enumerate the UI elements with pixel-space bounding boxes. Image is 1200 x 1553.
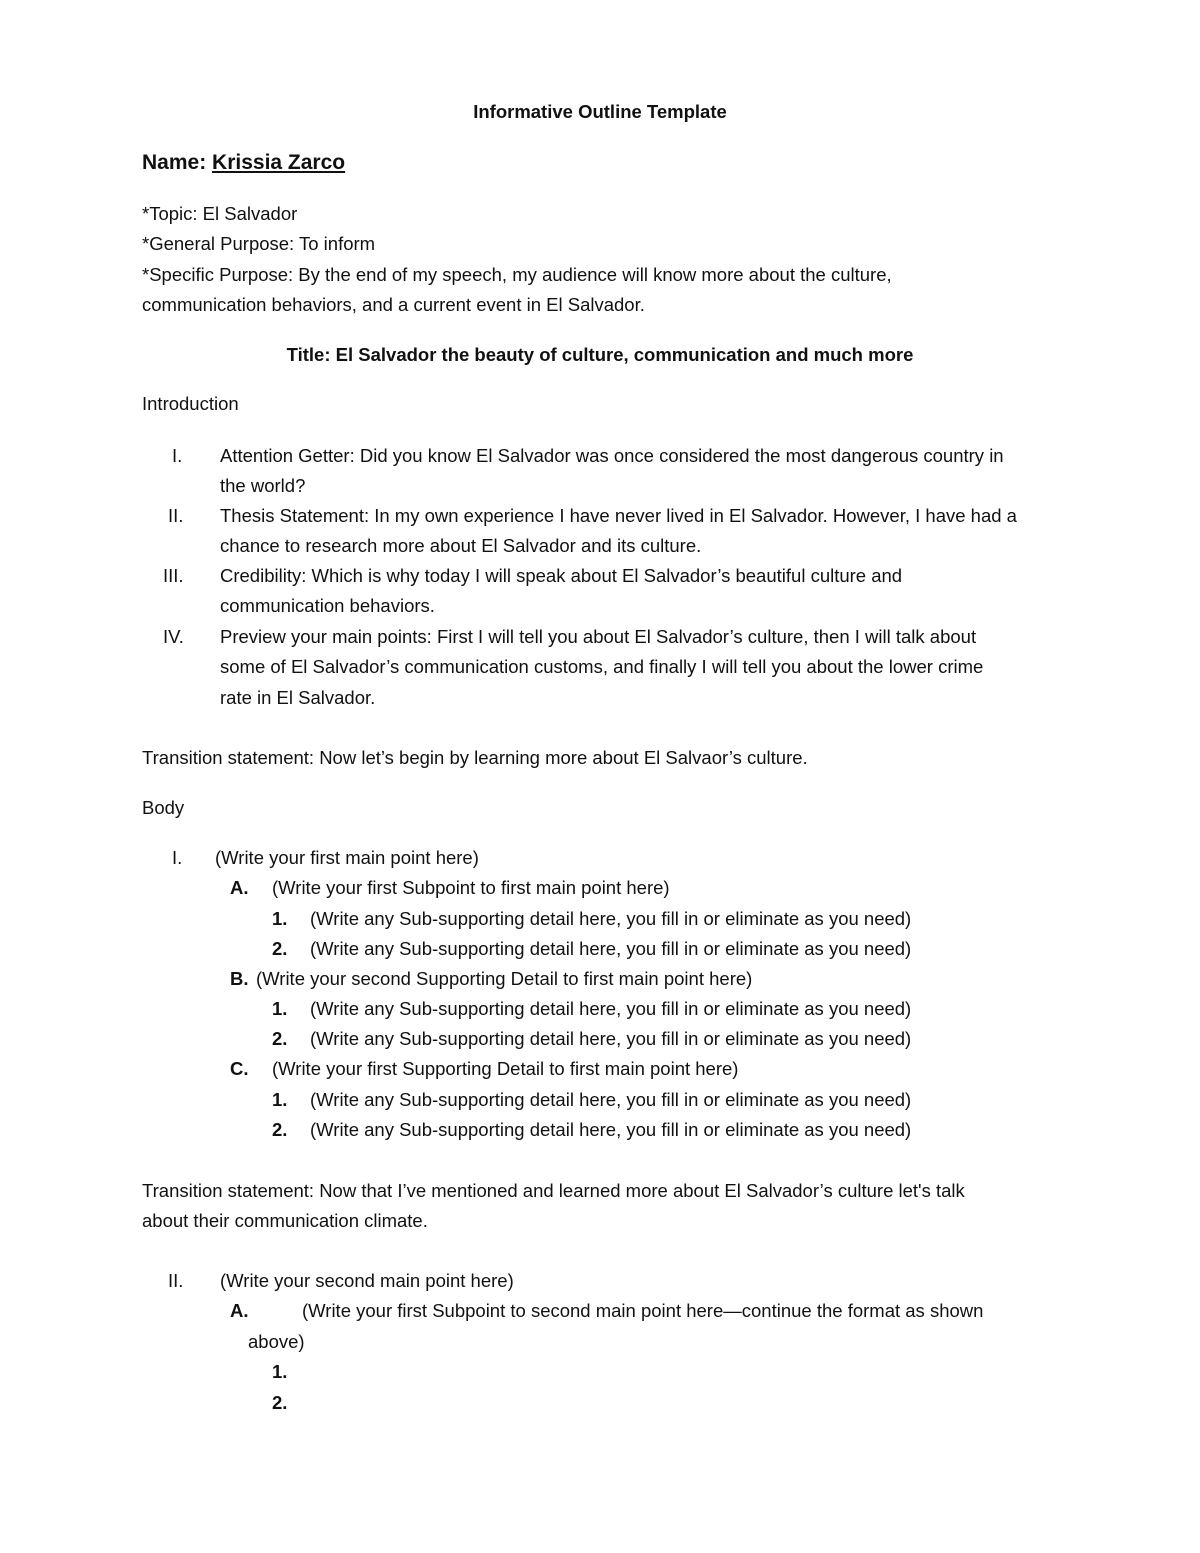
- detail-text: (Write any Sub-supporting detail here, you fill in or eliminate as you need): [310, 908, 912, 929]
- transition-statement-2-line-2: about their communication climate.: [142, 1210, 428, 1231]
- subpoint-letter-a: A.: [230, 877, 249, 898]
- detail-number: 1.: [272, 998, 288, 1019]
- intro-item-1-line-2: the world?: [220, 475, 306, 496]
- subpoint-letter-b: B.: [230, 968, 249, 989]
- body-numeral-2: II.: [168, 1270, 184, 1291]
- intro-item-2-line-1: Thesis Statement: In my own experience I have never lived in El Salvador. However, I have had a: [220, 505, 1017, 526]
- intro-item-4-line-2: some of El Salvador’s communication customs, and finally I will tell you about the lower crime: [220, 656, 984, 677]
- transition-statement-2-line-1: Transition statement: Now that I’ve mentioned and learned more about El Salvador’s culture let's talk: [142, 1180, 965, 1201]
- name-label: Name:: [142, 151, 207, 174]
- detail-number: 2.: [272, 1119, 288, 1140]
- subpoint-a-line-2: above): [248, 1331, 305, 1352]
- subpoint-c: (Write your first Supporting Detail to first main point here): [272, 1058, 739, 1079]
- intro-item-4-line-3: rate in El Salvador.: [220, 687, 376, 708]
- name-row: [142, 150, 345, 176]
- intro-item-4-line-1: Preview your main points: First I will tell you about El Salvador’s culture, then I will talk about: [220, 626, 977, 647]
- subpoint-letter-c: C.: [230, 1058, 249, 1079]
- intro-item-3-line-2: communication behaviors.: [220, 595, 435, 616]
- subpoint-letter-a: A.: [230, 1300, 249, 1321]
- intro-item-2-line-2: chance to research more about El Salvador and its culture.: [220, 535, 702, 556]
- detail-text: (Write any Sub-supporting detail here, you fill in or eliminate as you need): [310, 1089, 912, 1110]
- specific-purpose-line-2: communication behaviors, and a current event in El Salvador.: [142, 294, 645, 315]
- name-value: Krissia Zarco: [212, 151, 346, 174]
- subpoint-b: (Write your second Supporting Detail to first main point here): [256, 968, 753, 989]
- intro-item-3-line-1: Credibility: Which is why today I will speak about El Salvador’s beautiful culture and: [220, 565, 903, 586]
- intro-numeral-4: IV.: [163, 626, 184, 647]
- detail-text: (Write any Sub-supporting detail here, you fill in or eliminate as you need): [310, 1028, 912, 1049]
- general-purpose-line: *General Purpose: To inform: [142, 233, 376, 254]
- intro-numeral-1: I.: [172, 445, 183, 466]
- intro-numeral-2: II.: [168, 505, 184, 526]
- detail-text: (Write any Sub-supporting detail here, you fill in or eliminate as you need): [310, 998, 912, 1019]
- subpoint-a-line-1: (Write your first Subpoint to second main point here—continue the format as shown: [302, 1300, 984, 1321]
- detail-text: (Write any Sub-supporting detail here, you fill in or eliminate as you need): [310, 938, 912, 959]
- body-numeral-1: I.: [172, 847, 183, 868]
- detail-number: 2.: [272, 938, 288, 959]
- intro-item-1-line-1: Attention Getter: Did you know El Salvador was once considered the most dangerous country in: [220, 445, 1004, 466]
- detail-number: 2.: [272, 1028, 288, 1049]
- detail-number: 1.: [272, 1089, 288, 1110]
- detail-text: (Write any Sub-supporting detail here, you fill in or eliminate as you need): [310, 1119, 912, 1140]
- transition-statement-1: Transition statement: Now let’s begin by learning more about El Salvaor’s culture.: [142, 747, 808, 768]
- detail-number: 2.: [272, 1392, 288, 1413]
- specific-purpose-line-1: *Specific Purpose: By the end of my speech, my audience will know more about the culture,: [142, 264, 892, 285]
- document-title: Informative Outline Template: [473, 101, 727, 122]
- detail-number: 1.: [272, 1361, 288, 1382]
- main-point-1: (Write your first main point here): [215, 847, 479, 868]
- introduction-heading: Introduction: [142, 393, 239, 414]
- topic-line: *Topic: El Salvador: [142, 203, 298, 224]
- main-point-2: (Write your second main point here): [220, 1270, 514, 1291]
- subpoint-a: (Write your first Subpoint to first main point here): [272, 877, 670, 898]
- speech-title: Title: El Salvador the beauty of culture, communication and much more: [286, 344, 914, 365]
- detail-number: 1.: [272, 908, 288, 929]
- intro-numeral-3: III.: [163, 565, 184, 586]
- body-heading: Body: [142, 797, 185, 818]
